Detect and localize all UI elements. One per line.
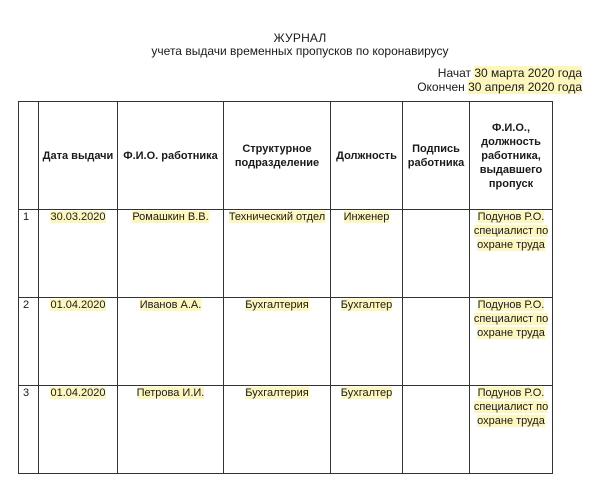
employee-signature (403, 298, 470, 386)
position-cell (331, 386, 403, 474)
table-row (19, 210, 553, 298)
table-header-row (19, 102, 553, 210)
started-line (417, 66, 582, 80)
issue-date-cell (39, 386, 118, 474)
issuer: Подунов Р.О. специалист по охране труда (473, 299, 549, 339)
position: Бухгалтер (340, 299, 393, 311)
department: Бухгалтерия (245, 387, 309, 399)
document-title: ЖУРНАЛ (273, 31, 327, 45)
department: Технический отдел (228, 211, 326, 223)
ended-line (417, 80, 582, 94)
employee-name: Петрова И.И. (136, 387, 205, 399)
column-header-signature: Подпись работника (403, 102, 470, 210)
column-header-name: Ф.И.О. работника (118, 102, 224, 210)
issuer-cell (470, 386, 553, 474)
document-subtitle: учета выдачи временных пропусков по коронавирусу (151, 44, 449, 58)
column-header-number (19, 102, 39, 210)
issuer: Подунов Р.О. специалист по охране труда (473, 211, 549, 251)
department-cell (224, 298, 331, 386)
department-cell (224, 210, 331, 298)
employee-signature (403, 386, 470, 474)
issue-date: 01.04.2020 (50, 387, 106, 399)
passes-journal-table (18, 101, 553, 474)
ended-date: 30 апреля 2020 года (468, 80, 582, 94)
row-number: 1 (19, 210, 39, 298)
row-number: 2 (19, 298, 39, 386)
employee-name-cell (118, 210, 224, 298)
employee-name-cell (118, 386, 224, 474)
started-label: Начат (437, 66, 472, 80)
ended-label: Окончен (417, 80, 465, 94)
position: Бухгалтер (340, 387, 393, 399)
column-header-position: Должность (331, 102, 403, 210)
row-number: 3 (19, 386, 39, 474)
department: Бухгалтерия (245, 299, 309, 311)
department-cell (224, 386, 331, 474)
issuer: Подунов Р.О. специалист по охране труда (473, 387, 549, 427)
position-cell (331, 298, 403, 386)
table-row (19, 298, 553, 386)
issuer-cell (470, 210, 553, 298)
table-row (19, 386, 553, 474)
issue-date: 30.03.2020 (50, 211, 106, 223)
issuer-cell (470, 298, 553, 386)
employee-name: Иванов А.А. (139, 299, 202, 311)
employee-signature (403, 210, 470, 298)
started-date: 30 марта 2020 года (474, 66, 582, 80)
position-cell (331, 210, 403, 298)
column-header-department: Структурное подразделение (224, 102, 331, 210)
column-header-date: Дата выдачи (39, 102, 118, 210)
employee-name: Ромашкин В.В. (132, 211, 209, 223)
column-header-issuer: Ф.И.О., должность работника, выдавшего пропуск (470, 102, 553, 210)
issue-date-cell (39, 210, 118, 298)
position: Инженер (343, 211, 390, 223)
issue-date: 01.04.2020 (50, 299, 106, 311)
journal-dates (417, 66, 582, 94)
issue-date-cell (39, 298, 118, 386)
employee-name-cell (118, 298, 224, 386)
